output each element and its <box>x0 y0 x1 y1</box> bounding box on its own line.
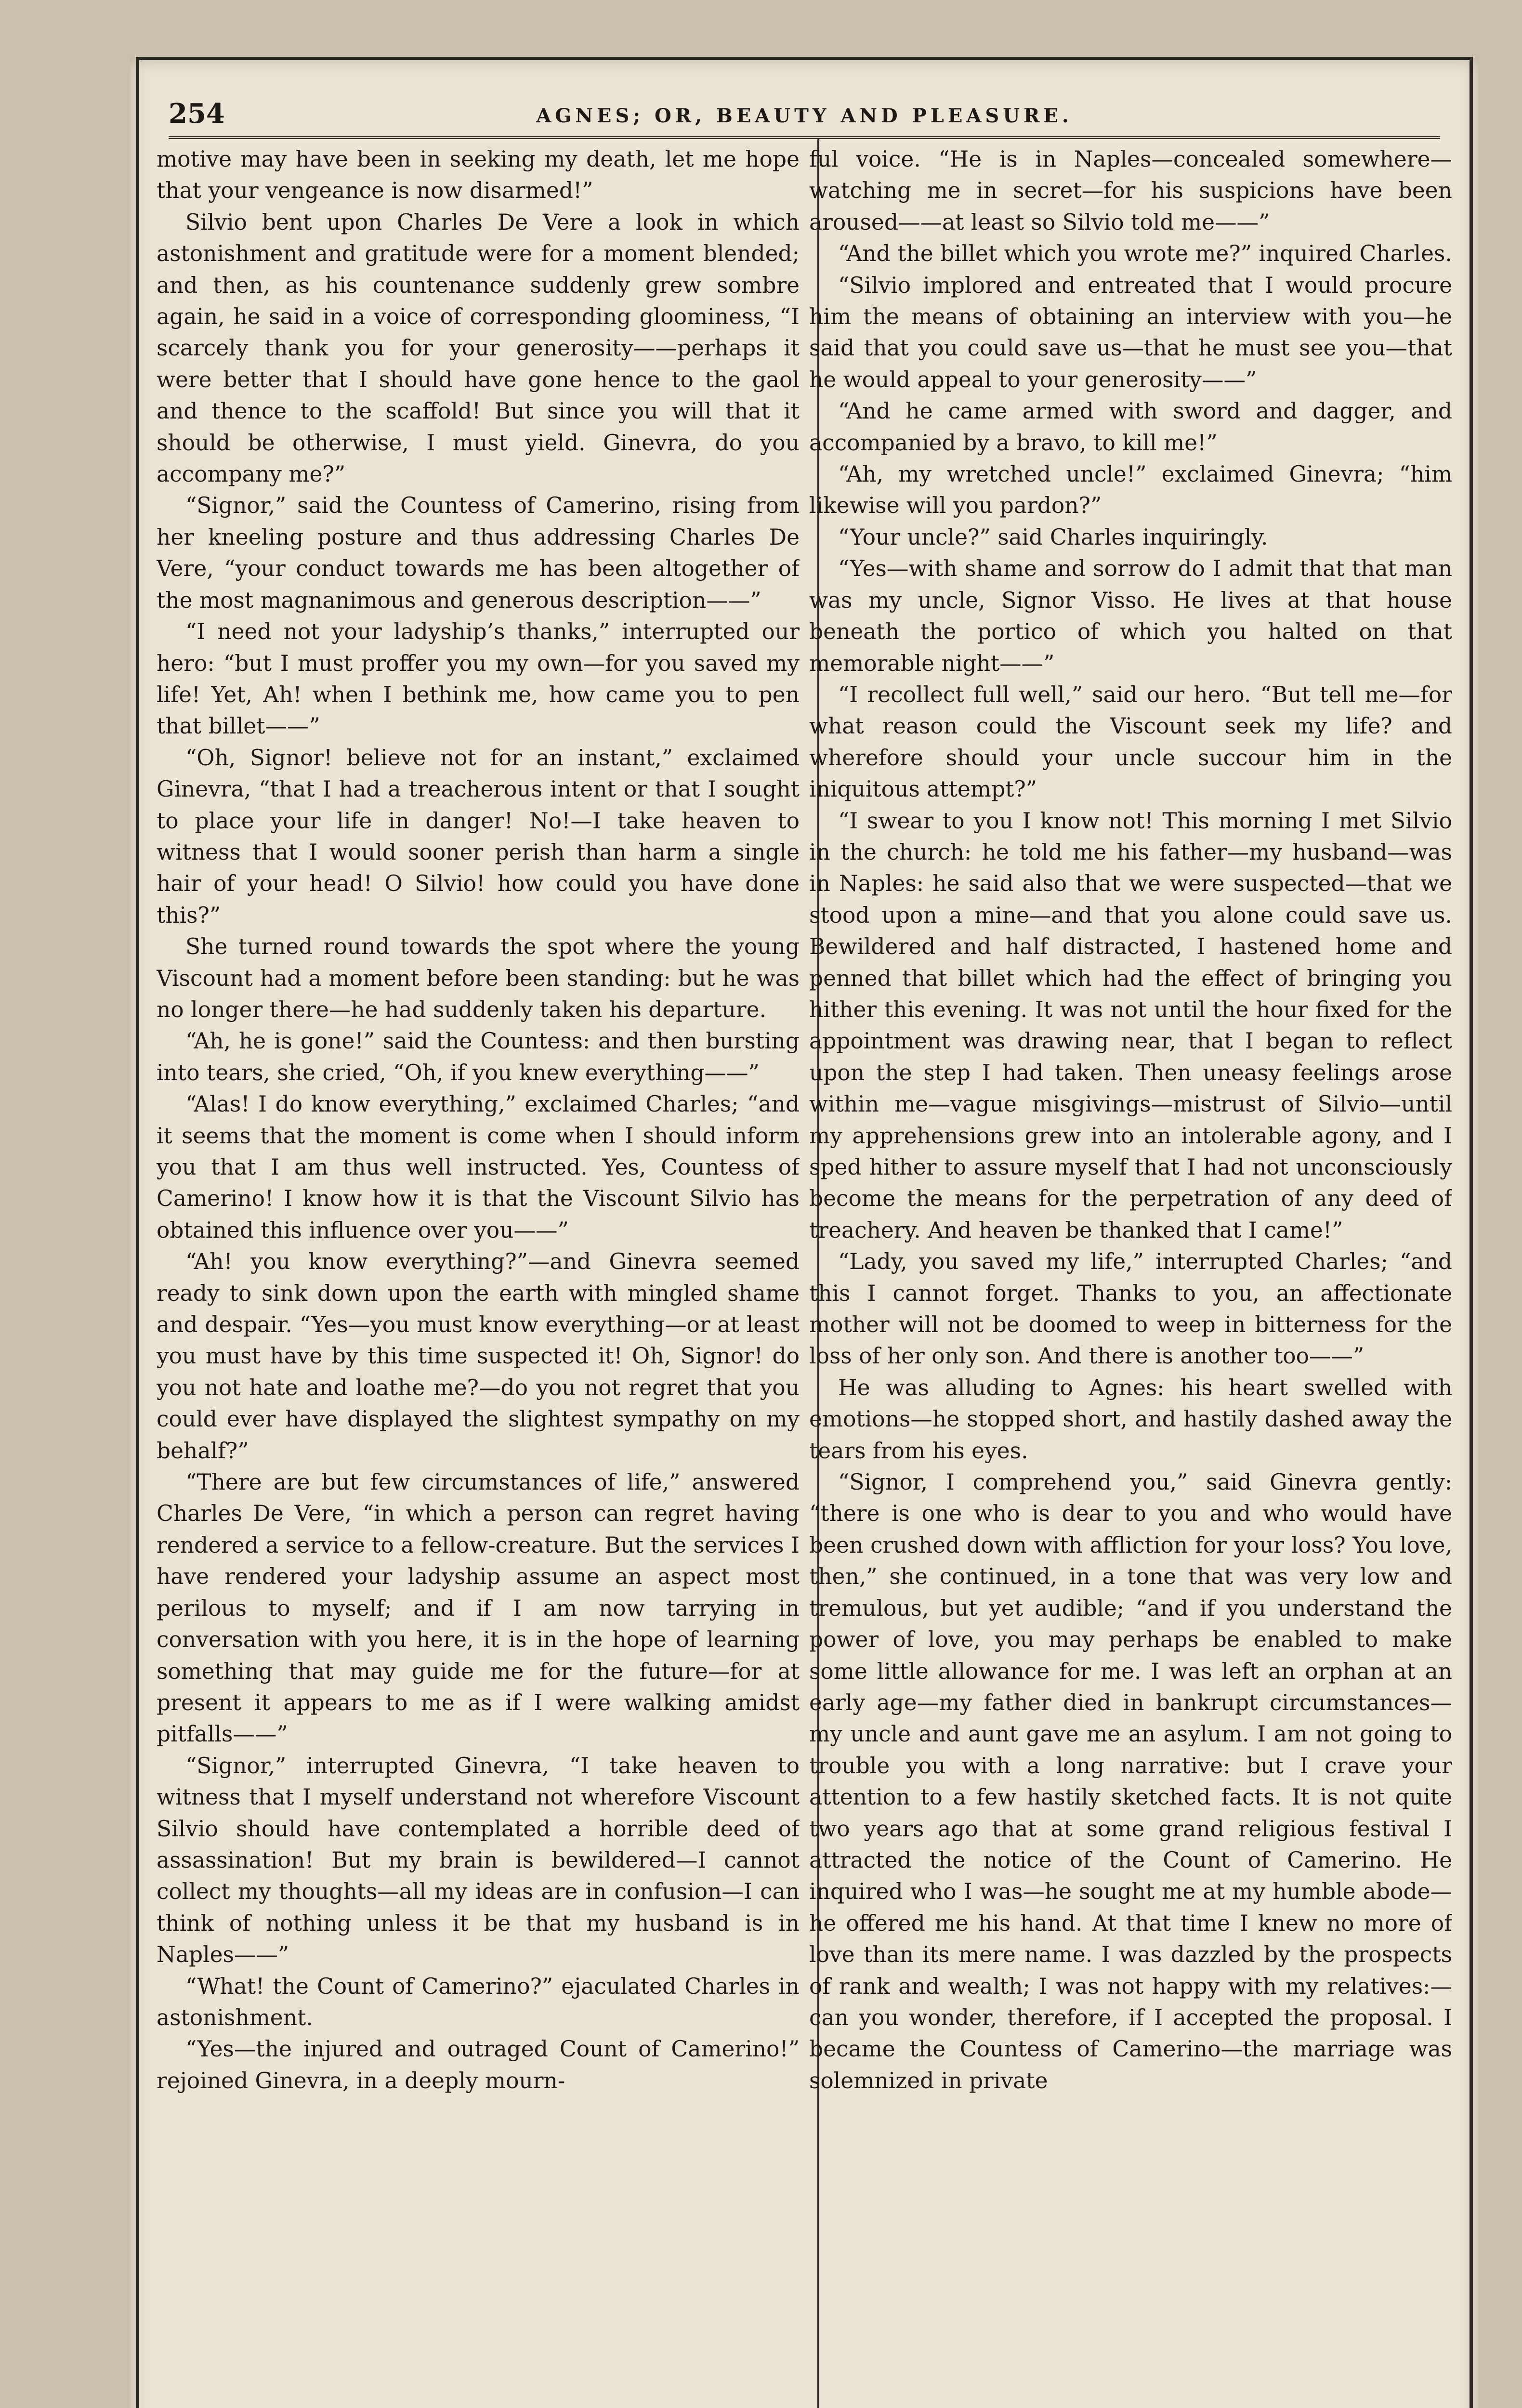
paragraph: “I recollect full well,” said our hero. “But tell me—for what reason could the Viscount seek my life? and wherefore should your uncle succour him in the iniquitous attempt?” <box>809 681 1452 802</box>
paragraph: He was alluding to Agnes: his heart swelled with emotions—he stopped short, and hastily dashed away the tears from his eyes. <box>809 1374 1452 1464</box>
paragraph: “Alas! I do know everything,” exclaimed Charles; “and it seems that the moment is come when I should inform you that I am thus well instructed. Yes, Countess of Camerino! I know how it is that the Viscount Silvio has obtained this influence over you——” <box>157 1091 800 1243</box>
paragraph: Silvio bent upon Charles De Vere a look in which astonishment and gratitude were for a moment blended; and then, as his countenance suddenly grew sombre again, he said in a voice of corresponding gloominess, “I scarcely thank you for your generosity——perhaps it were better that I should have gone hence to the gaol and thence to the scaffold! But since you will that it should be otherwise, I must yield. Ginevra, do you accompany me?” <box>157 209 800 487</box>
paragraph: “There are but few circumstances of life,” answered Charles De Vere, “in which a person can regret having rendered a service to a fellow-creature. But the services I have rendered your ladyship assume an aspect most perilous to myself; and if I am now tarrying in conversation with you here, it is in the hope of learning something that may guide me for the future—for at present it appears to me as if I were walking amidst pitfalls——” <box>157 1469 800 1747</box>
paragraph: “Lady, you saved my life,” interrupted Charles; “and this I cannot forget. Thanks to you, an affectionate mother will not be doomed to weep in bitterness for the loss of her only son. And there is another too——” <box>809 1249 1452 1369</box>
paragraph: “I need not your ladyship’s thanks,” interrupted our hero: “but I must proffer you my own—for you saved my life! Yet, Ah! when I bethink me, how came you to pen that billet——” <box>157 619 800 739</box>
page-number: 254 <box>169 98 225 130</box>
paragraph: She turned round towards the spot where the young Viscount had a moment before been standing: but he was no longer there—he had suddenly taken his departure. <box>157 934 800 1022</box>
paragraph: “And he came armed with sword and dagger, and accompanied by a bravo, to kill me!” <box>809 398 1452 456</box>
right-column <box>809 144 1452 2402</box>
paragraph: “Silvio implored and entreated that I would procure him the means of obtaining an interview with you—he said that you could save us—that he must see you—that he would appeal to your generosity——” <box>809 272 1452 393</box>
paragraph: “Ah, my wretched uncle!” exclaimed Ginevra; “him likewise will you pardon?” <box>809 461 1452 519</box>
paragraph: “Yes—with shame and sorrow do I admit that that man was my uncle, Signor Visso. He lives at that house beneath the portico of which you halted on that memorable night——” <box>809 556 1452 676</box>
paragraph: “I swear to you I know not! This morning I met Silvio in the church: he told me his father—my husband—was in Naples: he said also that we were suspected—that we stood upon a mine—and that you alone could save us. Bewildered and half distracted, I hastened home and penned that billet which had the effect of bringing you hither this evening. It was not until the hour fixed for the appointment was drawing near, that I began to reflect upon the step I had taken. Then uneasy feelings arose within me—vague misgivings—mistrust of Silvio—until my apprehensions grew into an intolerable agony, and I sped hither to assure myself that I had not unconsciously become the means for the perpetration of any deed of treachery. And heaven be thanked that I came!” <box>809 808 1452 1243</box>
book-page <box>130 57 1479 2408</box>
paragraph: “Ah! you know everything?”—and Ginevra seemed ready to sink down upon the earth with mingled shame and despair. “Yes—you must know everything—or at least you must have by this time suspected it! Oh, Signor! do you not hate and loathe me?—do you not regret that you could ever have displayed the slightest sympathy on my behalf?” <box>157 1249 800 1464</box>
paragraph: “And the billet which you wrote me?” inquired Charles. <box>838 241 1452 267</box>
paragraph: “Signor,” interrupted Ginevra, “I take heaven to witness that I myself understand not wherefore Viscount Silvio should have contemplated a horrible deed of assassination! But my brain is bewildered—I cannot collect my thoughts—all my ideas are in confusion—I can think of nothing unless it be that my husband is in Naples——” <box>157 1753 800 1968</box>
paragraph: “Signor,” said the Countess of Camerino, rising from her kneeling posture and thus addressing Charles De Vere, “your conduct towards me has been altogether of the most magnanimous and generous description——” <box>157 493 800 613</box>
paragraph: “Oh, Signor! believe not for an instant,” exclaimed Ginevra, “that I had a treacherous intent or that I sought to place your life in danger! No!—I take heaven to witness that I would sooner perish than harm a single hair of your head! O Silvio! how could you have done this?” <box>157 745 800 928</box>
paragraph: ful voice. “He is in Naples—concealed somewhere—watching me in secret—for his suspicions have been aroused——at least so Silvio told me——” <box>809 146 1452 235</box>
paragraph: “Yes—the injured and outraged Count of Camerino!” rejoined Ginevra, in a deeply mourn- <box>157 2036 800 2094</box>
paragraph: “What! the Count of Camerino?” ejaculated Charles in astonishment. <box>157 1973 800 2030</box>
paragraph: motive may have been in seeking my death, let me hope that your vengeance is now disarmed!” <box>157 146 800 204</box>
paragraph: “Signor, I comprehend you,” said Ginevra gently: “there is one who is dear to you and who would have been crushed down with affliction for your loss? You love, then,” she continued, in a tone that was very low and tremulous, but yet audible; “and if you understand the power of love, you may perhaps be enabled to make some little allowance for me. I was left an orphan at an early age—my father died in bankrupt circumstances—my uncle and aunt gave me an asylum. I am not going to trouble you with a long narrative: but I crave your attention to a few hastily sketched facts. It is not quite two years ago that at some grand religious festival I attracted the notice of the Count of Camerino. He inquired who I was—he sought me at my humble abode—he offered me his hand. At that time I knew no more of love than its mere name. I was dazzled by the prospects of rank and wealth; I was not happy with my relatives:—can you wonder, therefore, if I accepted the proposal. I became the Countess of Camerino—the marriage was solemnized in private <box>809 1469 1452 2094</box>
left-column <box>157 144 800 2402</box>
text-columns <box>157 144 1452 2402</box>
paragraph: “Ah, he is gone!” said the Countess: and then bursting into tears, she cried, “Oh, if you knew everything——” <box>157 1028 800 1086</box>
running-title: AGNES; OR, BEAUTY AND PLEASURE. <box>536 105 1073 127</box>
paragraph: “Your uncle?” said Charles inquiringly. <box>838 524 1268 550</box>
page-header <box>169 83 1440 139</box>
